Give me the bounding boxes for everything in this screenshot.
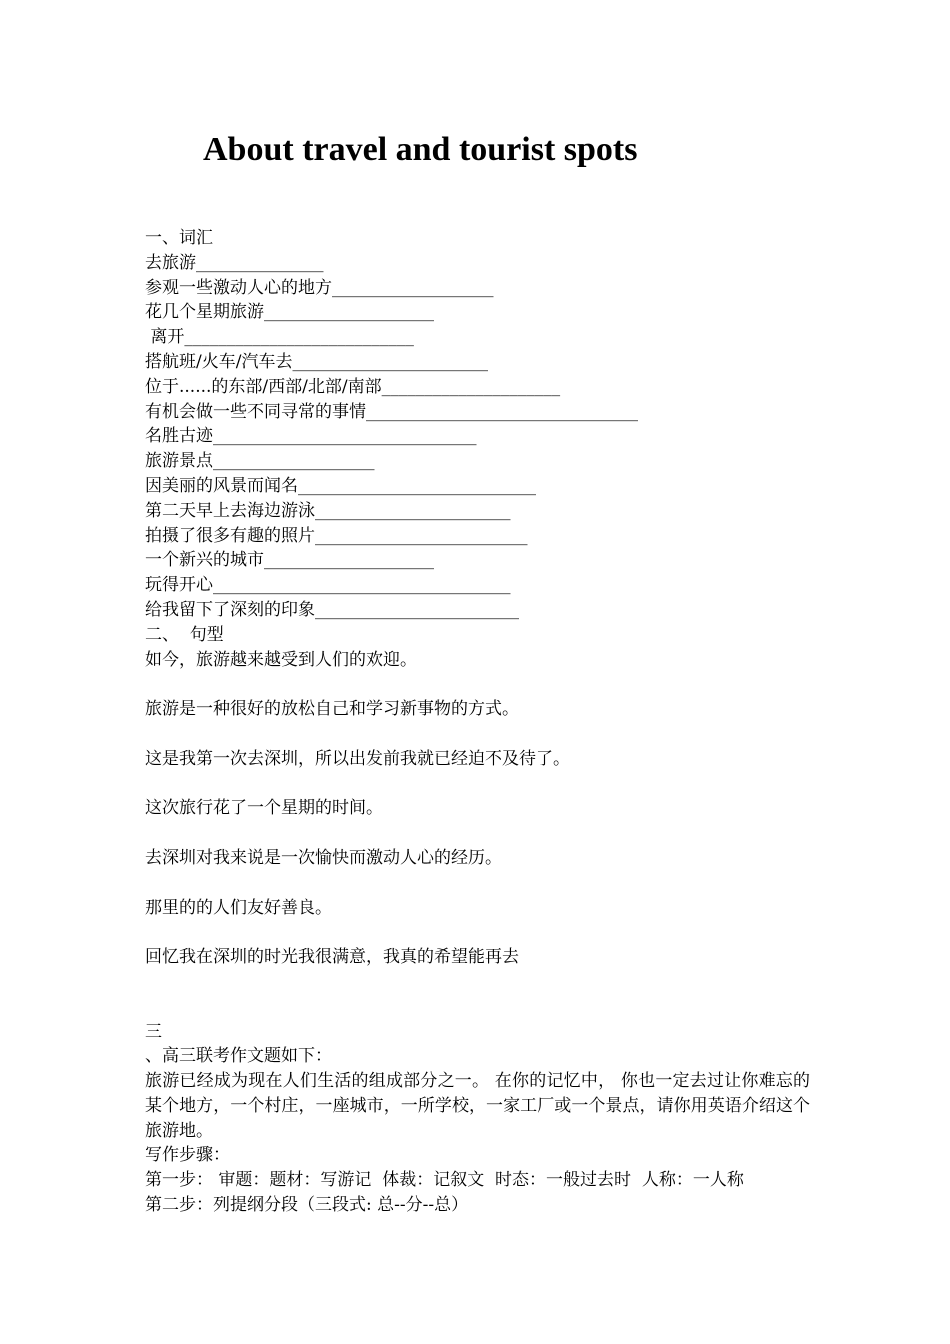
sentence-item: 回忆我在深圳的时光我很满意，我真的希望能再去 [145,947,519,968]
vocab-item: 第二天早上去海边游泳_______________________ [145,500,511,521]
section-heading-vocabulary: 一、词汇 [145,228,213,248]
sentence-item: 那里的的人们友好善良。 [145,897,332,918]
vocab-item: 花几个星期旅游____________________ [145,302,434,323]
vocab-item: 参观一些激动人心的地方___________________ [145,277,494,298]
vocab-item: 名胜古迹_______________________________ [145,426,477,447]
vocab-item: 离开___________________________ [145,327,414,348]
vocab-item: 给我留下了深刻的印象________________________ [145,599,519,620]
step-item: 第二步：列提纲分段（三段式: 总--分--总） [145,1195,469,1216]
vocab-item: 搭航班/火车/汽车去_______________________ [145,351,488,372]
vocab-item: 拍摄了很多有趣的照片_________________________ [145,525,528,546]
sentence-item: 去深圳对我来说是一次愉快而激动人心的经历。 [145,847,502,868]
document-body [145,226,810,1218]
section-number: 三 [145,1021,162,1042]
vocab-item: 旅游景点___________________ [145,451,375,472]
sentence-item: 这次旅行花了一个星期的时间。 [145,798,383,819]
document-title: About travel and tourist spots [203,131,638,168]
sentence-item: 如今，旅游越来越受到人们的欢迎。 [145,649,417,670]
vocab-item: 因美丽的风景而闻名____________________________ [145,475,536,496]
vocab-item: 去旅游_______________ [145,252,324,273]
essay-prompt: 旅游已经成为现在人们生活的组成部分之一。 在你的记忆中， 你也一定去过让你难忘的某个地方，一个村庄，一座城市，一所学校，一家工厂或一个景点，请你用英语介绍这个旅游地。 [145,1071,810,1141]
section-heading-sentences: 二、 句型 [145,624,224,645]
step-item: 第一步： 审题：题材：写游记 体裁：记叙文 时态：一般过去时 人称：一人称 [145,1170,744,1191]
vocab-item: 有机会做一些不同寻常的事情________________________________ [145,401,638,422]
vocab-item: 位于......的东部/西部/北部/南部_____________________ [145,376,561,397]
section-heading-essay: 、高三联考作文题如下： [145,1046,332,1067]
vocab-item: 一个新兴的城市____________________ [145,550,434,571]
vocab-item: 玩得开心___________________________________ [145,575,511,596]
steps-label: 写作步骤： [145,1145,230,1166]
sentence-item: 旅游是一种很好的放松自己和学习新事物的方式。 [145,699,519,720]
sentence-item: 这是我第一次去深圳，所以出发前我就已经迫不及待了。 [145,748,570,769]
